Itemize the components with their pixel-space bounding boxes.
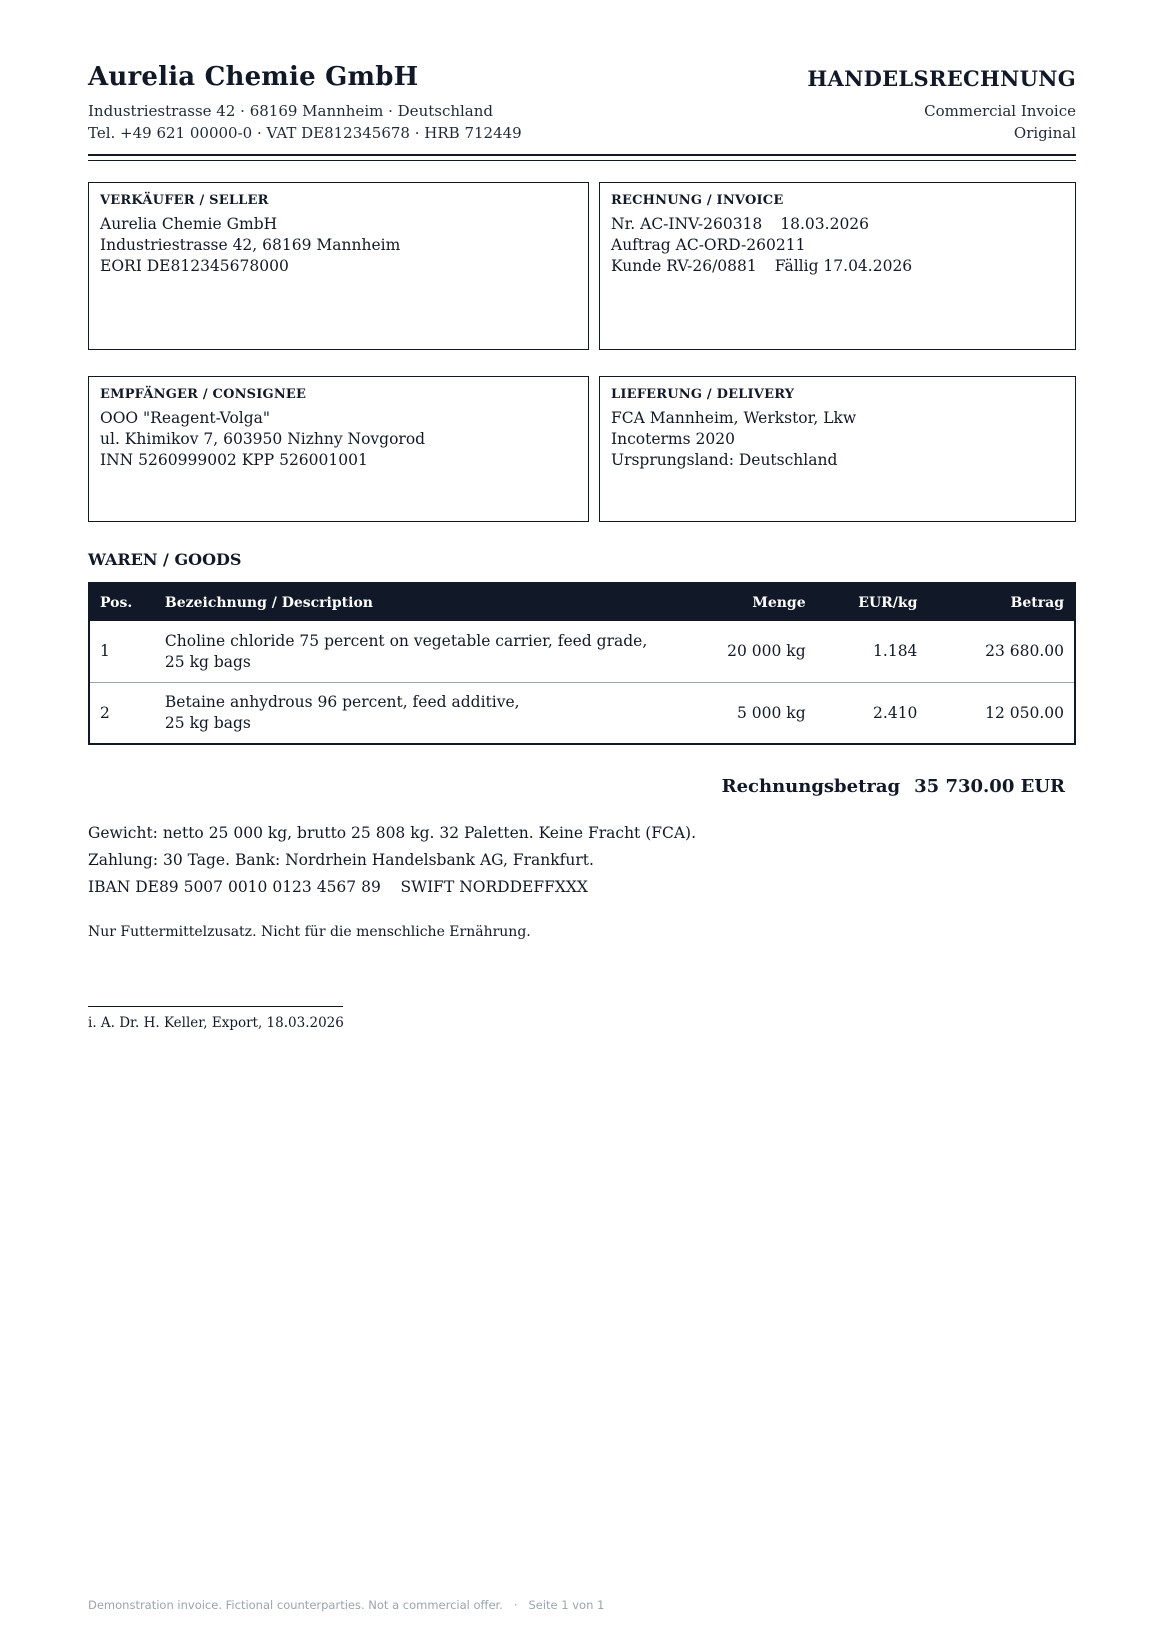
company-address: Industriestrasse 42 · 68169 Mannheim · Deutschland [88, 102, 494, 120]
table-row [89, 683, 1075, 745]
goods-title: WAREN / GOODS [88, 550, 242, 569]
consignee-ids: INN 5260999002 KPP 526001001 [100, 451, 368, 469]
seller-eori: EORI DE812345678000 [100, 257, 289, 275]
total-value: 35 730.00 EUR [914, 776, 1065, 797]
invoice-title: RECHNUNG / INVOICE [611, 193, 784, 208]
delivery-box [599, 376, 1076, 522]
invoice-date: 18.03.2026 [780, 215, 870, 233]
consignee-box [88, 376, 589, 522]
column-header-amount: Betrag [927, 583, 1075, 621]
disclaimer-note: Nur Futtermittelzusatz. Nicht für die menschliche Ernährung. [88, 924, 531, 940]
delivery-origin: Ursprungsland: Deutschland [611, 451, 838, 469]
column-header-quantity: Menge [666, 583, 816, 621]
page-footer: Demonstration invoice. Fictional counterparties. Not a commercial offer. · Seite 1 von 1 [88, 1598, 605, 1612]
document-copy-label: Original [1013, 124, 1076, 142]
seller-address: Industriestrasse 42, 68169 Mannheim [100, 236, 401, 254]
column-header-description: Bezeichnung / Description [155, 583, 666, 621]
invoice-number-line [611, 214, 1064, 235]
payment-note: Zahlung: 30 Tage. Bank: Nordrhein Handelsbank AG, Frankfurt. [88, 851, 594, 869]
document-header [88, 62, 1076, 162]
document-title: HANDELSRECHNUNG [807, 66, 1076, 91]
consignee-address: ul. Khimikov 7, 603950 Nizhny Novgorod [100, 430, 426, 448]
cell-description: Choline chloride 75 percent on vegetable carrier, feed grade, 25 kg bags [155, 621, 666, 683]
invoice-due: Fällig 17.04.2026 [774, 257, 913, 275]
cell-description [155, 683, 666, 745]
cell-amount: 23 680.00 [927, 621, 1075, 683]
invoice-page [88, 0, 1076, 1638]
delivery-title: LIEFERUNG / DELIVERY [611, 387, 795, 402]
invoice-customer-line [611, 256, 1064, 277]
cell-quantity: 20 000 kg [666, 621, 816, 683]
table-row [89, 621, 1075, 683]
column-header-price: EUR/kg [816, 583, 928, 621]
header-rule-thick [88, 154, 1076, 156]
invoice-customer: Kunde RV-26/0881 [611, 257, 757, 275]
column-header-pos: Pos. [89, 583, 155, 621]
delivery-incoterms: Incoterms 2020 [611, 430, 735, 448]
consignee-name: OOO "Reagent-Volga" [100, 409, 271, 427]
cell-amount: 12 050.00 [985, 703, 1064, 722]
total-label: Rechnungsbetrag [721, 776, 901, 797]
signature-text: i. A. Dr. H. Keller, Export, 18.03.2026 [88, 1015, 344, 1031]
bank-details: IBAN DE89 5007 0010 0123 4567 89 SWIFT NORDDEFFXXX [88, 878, 588, 896]
document-subtitle: Commercial Invoice [924, 102, 1076, 120]
signature-line [88, 1006, 343, 1007]
seller-box [88, 182, 589, 350]
goods-table [88, 582, 1076, 745]
cell-pos: 2 [100, 703, 110, 722]
invoice-number: Nr. AC-INV-260318 [611, 215, 763, 233]
seller-name: Aurelia Chemie GmbH [100, 215, 278, 233]
header-rule-thin [88, 160, 1076, 161]
seller-title: VERKÄUFER / SELLER [100, 193, 269, 208]
invoice-order: Auftrag AC-ORD-260211 [611, 236, 806, 254]
invoice-box [599, 182, 1076, 350]
consignee-title: EMPFÄNGER / CONSIGNEE [100, 387, 307, 402]
invoice-total [722, 776, 1065, 797]
cell-description-text: Betaine anhydrous 96 percent, feed additive, 25 kg bags [164, 693, 520, 732]
cell-pos: 1 [89, 621, 155, 683]
cell-quantity: 5 000 kg [737, 703, 806, 722]
cell-price: 2.410 [873, 703, 918, 722]
cell-price: 1.184 [816, 621, 928, 683]
company-contact: Tel. +49 621 00000-0 · VAT DE812345678 · HRB 712449 [88, 124, 522, 142]
company-name: Aurelia Chemie GmbH [88, 62, 419, 92]
weight-note: Gewicht: netto 25 000 kg, brutto 25 808 kg. 32 Paletten. Keine Fracht (FCA). [88, 824, 697, 842]
delivery-terms: FCA Mannheim, Werkstor, Lkw [611, 409, 857, 427]
goods-header-row [89, 583, 1075, 621]
